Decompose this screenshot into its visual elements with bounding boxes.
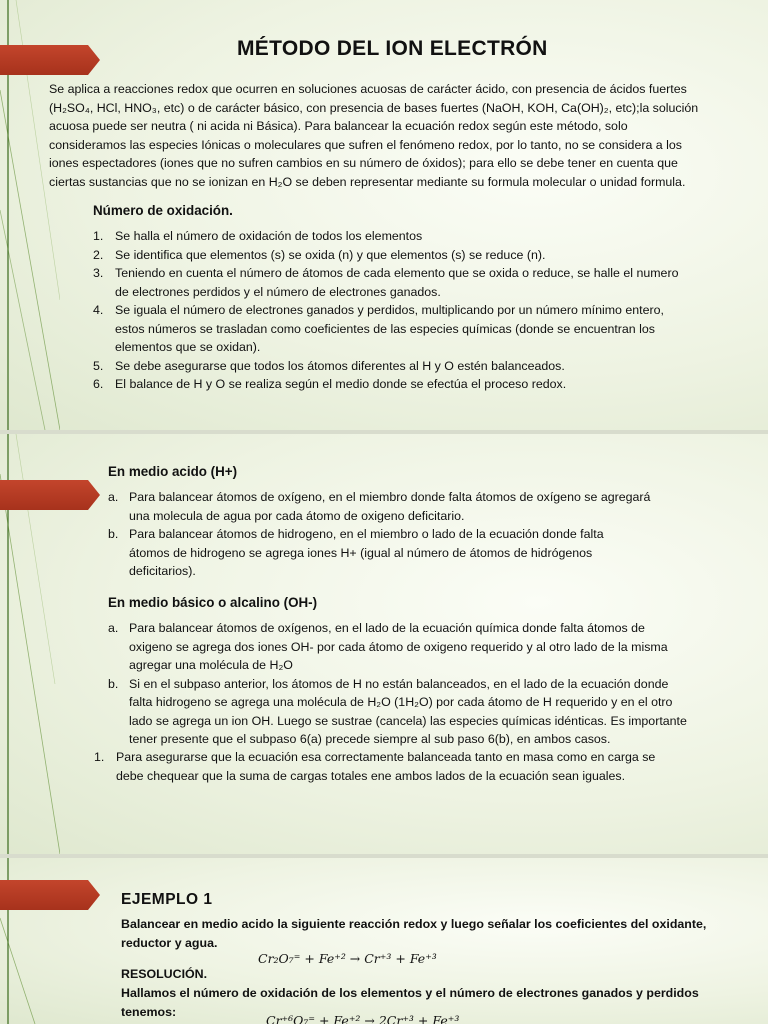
list-number: 3. xyxy=(93,266,104,280)
list-item-line: Se debe asegurarse que todos los átomos diferentes al H y O estén balanceados. xyxy=(115,358,565,373)
list-item-line: Se halla el número de oxidación de todos los elementos xyxy=(115,229,423,243)
page-title: MÉTODO DEL ION ELECTRÓN xyxy=(237,37,548,60)
list-item-line: falta hidrogeno se agrega una molécula de H₂O (1H₂O) por cada átomo de H requerido y en el otro xyxy=(129,695,673,709)
basic-heading: En medio básico o alcalino (OH-) xyxy=(108,595,318,610)
paragraph-line: (H₂SO₄, HCl, HNO₃, etc) o de carácter básico, con presencia de bases fuertes (NaOH, KOH, Ca(OH)₂, etc);la solución xyxy=(49,100,699,115)
paragraph-line: acuosa puede ser neutra ( ni acida ni Básica). Para balancear la ecuación redox según este método, solo xyxy=(49,119,628,133)
reaction-equation: Cr₂O₇⁼ + Fe⁺² → Cr⁺³ + Fe⁺³ xyxy=(258,951,437,966)
list-item-line: agregar una molécula de H₂O xyxy=(129,658,293,672)
list-item-line: lado se agrega un ion OH. Luego se sustrae (cancela) las especies químicas idénticas. Es importante xyxy=(129,713,687,728)
example-ribbon xyxy=(0,880,100,910)
acid-heading: En medio acido (H+) xyxy=(108,464,238,479)
list-number: b. xyxy=(108,676,119,691)
list-number: b. xyxy=(108,527,119,541)
paragraph-line: Hallamos el número de oxidación de los elementos y el número de electrones ganados y perdidos xyxy=(121,986,699,1000)
slide-3 xyxy=(0,858,768,1024)
paragraph-line: Se aplica a reacciones redox que ocurren en soluciones acuosas de carácter ácido, con presencia de ácidos fuertes xyxy=(49,82,687,96)
list-item-line: debe chequear que la suma de cargas totales ene ambos lados de la ecuación sean iguales. xyxy=(116,768,626,783)
subheading-oxidation: Número de oxidación. xyxy=(93,203,233,218)
list-number: 2. xyxy=(93,247,104,262)
slide-2 xyxy=(0,434,768,854)
section-ribbon xyxy=(0,480,100,510)
list-item-line: Teniendo en cuenta el número de átomos de cada elemento que se oxida o reduce, se halle el numero xyxy=(115,266,679,280)
paragraph-line: Balancear en medio acido la siguiente reacción redox y luego señalar los coeficientes del oxidante, xyxy=(121,917,707,931)
list-item-line: de electrones perdidos y el número de electrones ganados. xyxy=(115,284,441,299)
list-item-line: átomos de hidrogeno se agrega iones H+ (igual al número de átomos de hidrógenos xyxy=(129,545,593,560)
paragraph-line: reductor y agua. xyxy=(121,935,218,950)
list-number: 1. xyxy=(93,229,104,243)
list-item-line: Se iguala el número de electrones ganados y perdidos, multiplicando por un número mínimo entero, xyxy=(115,303,664,317)
list-number: a. xyxy=(108,621,119,635)
title-ribbon xyxy=(0,45,100,75)
oxidation-equation: Cr⁺⁶O₇⁼ + Fe⁺² → 2Cr⁺³ + Fe⁺³ xyxy=(266,1013,460,1024)
paragraph-line: iones espectadores (iones que no sufren cambios en su número de óxidos); para ello se debe tener en cuenta que xyxy=(49,156,678,170)
list-item-line: una molecula de agua por cada átomo de oxigeno deficitario. xyxy=(129,508,465,523)
list-item-line: deficitarios). xyxy=(129,564,196,578)
list-number: 5. xyxy=(93,358,104,373)
list-item-line: Para balancear átomos de oxígenos, en el lado de la ecuación química donde falta átomos de xyxy=(129,621,645,635)
list-number: a. xyxy=(108,490,119,504)
list-item-line: elementos que se oxidan). xyxy=(115,340,261,354)
list-number: 1. xyxy=(94,750,105,764)
list-item-line: Para balancear átomos de hidrogeno, en el miembro o lado de la ecuación donde falta xyxy=(129,527,604,541)
slide-1 xyxy=(0,0,768,430)
list-item-line: Se identifica que elementos (s) se oxida (n) y que elementos (s) se reduce (n). xyxy=(115,247,546,262)
list-item-line: estos números se trasladan como coeficientes de las especies químicas (donde se encuentran los xyxy=(115,321,655,336)
list-item-line: tener presente que el subpaso 6(a) precede siempre al sub paso 6(b), en ambos casos. xyxy=(129,732,611,746)
list-item-line: oxigeno se agrega dos iones OH- por cada átomo de oxigeno requerido y al otro lado de la misma xyxy=(129,639,668,654)
list-item-line: Para balancear átomos de oxígeno, en el miembro donde falta átomos de oxígeno se agregará xyxy=(129,490,651,504)
resolution-label: RESOLUCIÓN. xyxy=(121,967,208,981)
list-item-line: Para asegurarse que la ecuación esa correctamente balanceada tanto en masa como en carga se xyxy=(116,750,656,764)
list-item-line: Si en el subpaso anterior, los átomos de H no están balanceados, en el lado de la ecuación donde xyxy=(129,676,669,691)
example-heading: EJEMPLO 1 xyxy=(121,891,213,908)
list-item-line: El balance de H y O se realiza según el medio donde se efectúa el proceso redox. xyxy=(115,377,567,391)
list-number: 6. xyxy=(93,377,104,391)
paragraph-line: tenemos: xyxy=(121,1004,177,1019)
paragraph-line: ciertas sustancias que no se ionizan en H₂O se deben representar mediante su formula molecular o unidad formula. xyxy=(49,174,686,189)
list-number: 4. xyxy=(93,303,104,317)
paragraph-line: consideramos las especies Iónicas o moleculares que sufren el fenómeno redox, por lo tanto, no se considera a los xyxy=(49,137,682,152)
